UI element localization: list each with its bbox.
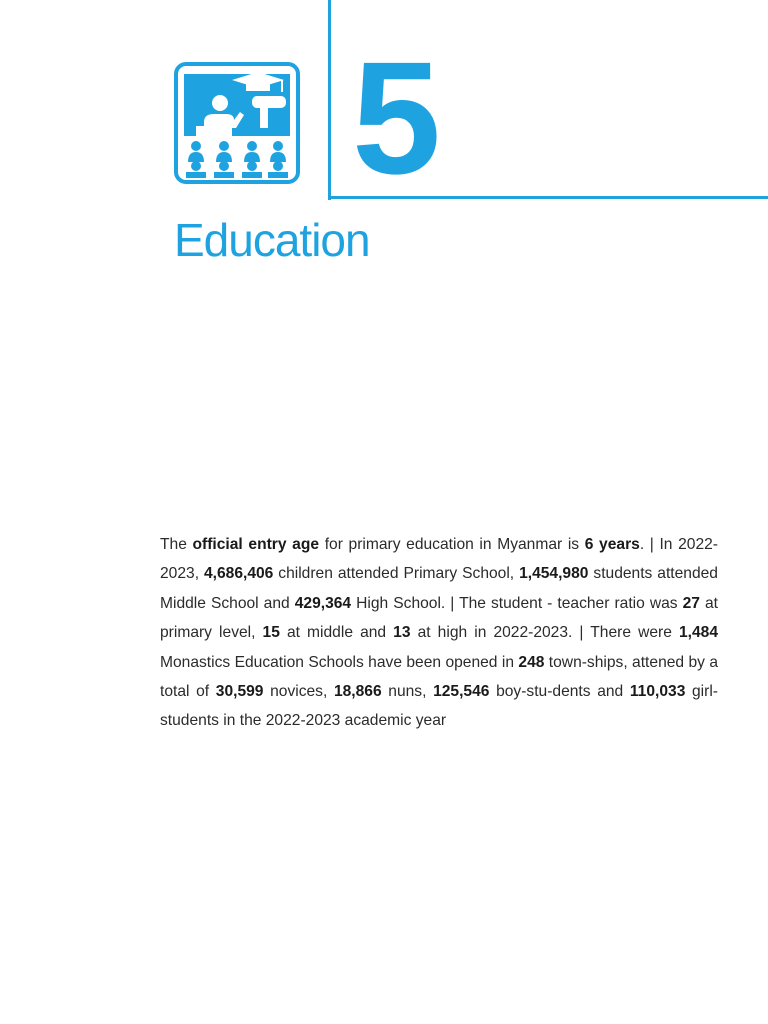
body-text-segment: Monastics Education Schools have been opened in <box>160 653 519 671</box>
highlight-value: 4,686,406 <box>203 565 274 583</box>
body-text-segment: at primary level, <box>160 594 718 642</box>
body-text-segment: The <box>160 536 193 553</box>
chapter-title: Education <box>174 214 370 266</box>
highlight-value: 15 <box>262 624 280 642</box>
body-text-segment: town-ships, attened by a total of <box>160 653 718 701</box>
highlight-value: 125,546 <box>433 683 490 701</box>
highlight-value: 13 <box>393 624 411 642</box>
body-text-segment: High School. | The student - teacher ratio was <box>351 594 683 612</box>
highlight-value: 18,866 <box>333 683 382 701</box>
vertical-divider <box>328 0 331 200</box>
body-text-segment: at middle and <box>279 624 394 642</box>
highlight-value: 30,599 <box>215 683 264 701</box>
body-text-segment: novices, <box>263 683 334 701</box>
chapter-number: 5 <box>352 28 437 207</box>
body-paragraph <box>160 530 718 736</box>
highlight-value: 110,033 <box>629 683 686 701</box>
body-text-segment: children attended Primary School, <box>273 565 520 583</box>
classroom-graduation-icon <box>174 62 300 184</box>
highlight-value: 429,364 <box>294 594 352 612</box>
highlight-value: 27 <box>682 594 700 612</box>
body-text-segment: girl-students in the 2022-2023 academic year <box>160 683 718 730</box>
body-text-segment: . | In 2022-2023, <box>160 536 719 583</box>
body-text-segment: for primary education in Myanmar is <box>319 536 585 553</box>
body-text-segment: boy-stu-dents and <box>489 683 630 701</box>
highlight-value: 6 years <box>584 536 640 553</box>
highlight-value: 1,484 <box>678 624 718 642</box>
highlight-value: 248 <box>518 653 545 671</box>
body-text-segment: students attended Middle School and <box>160 565 718 612</box>
body-text-segment: at high in 2022-2023. | There were <box>410 624 679 642</box>
highlight-value: 1,454,980 <box>519 565 589 583</box>
body-text-segment: nuns, <box>381 683 434 701</box>
highlight-value: official entry age <box>192 536 320 553</box>
